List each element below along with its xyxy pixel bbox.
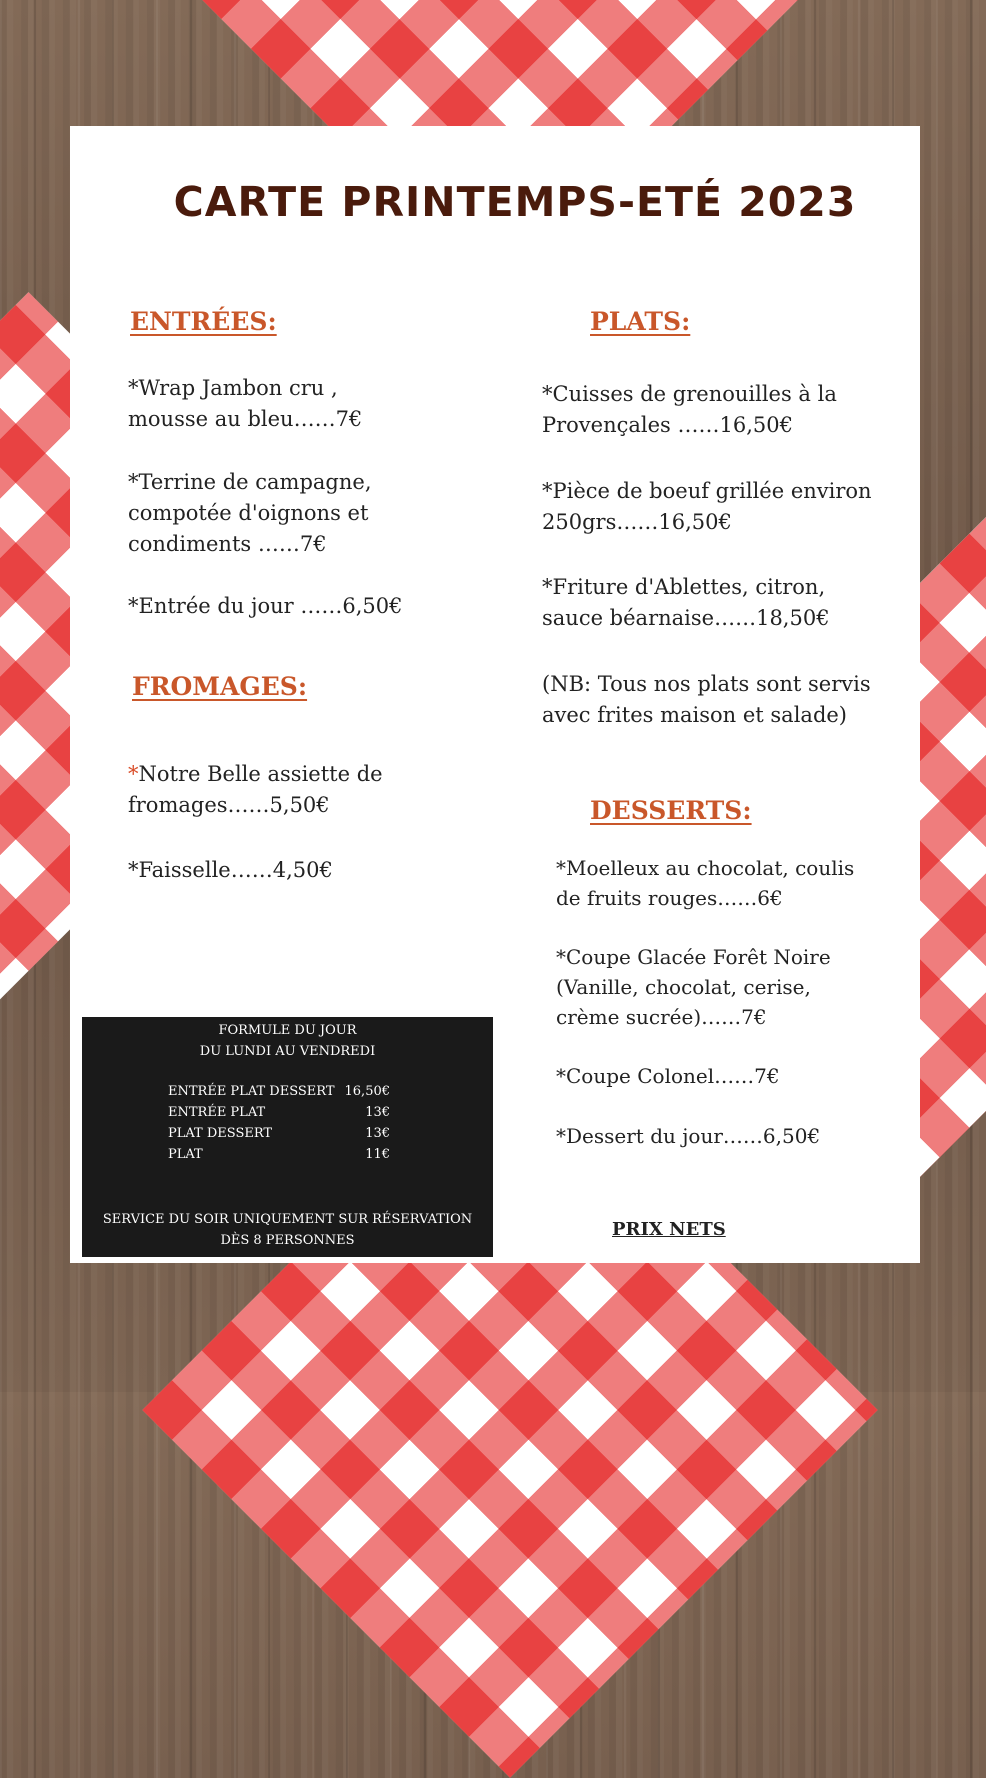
formule-footer: SERVICE DU SOIR UNIQUEMENT SUR RÉSERVATION DÈS 8 PERSONNES [102, 1212, 473, 1248]
desserts-heading: DESSERTS: [590, 796, 752, 825]
menu-title: CARTE PRINTEMPS-ETÉ 2023 [173, 178, 857, 226]
formule-title: FORMULE DU JOUR DU LUNDI AU VENDREDI [199, 1023, 376, 1059]
menu-card [70, 126, 920, 1263]
entrees-heading: ENTRÉES: [130, 307, 277, 336]
dessert-item-colonel: *Coupe Colonel……7€ [556, 1064, 780, 1088]
plat-item-grenouilles: *Cuisses de grenouilles à la Provençales ……16,50€ [542, 382, 837, 437]
entree-item-wrap: *Wrap Jambon cru , mousse au bleu……7€ [128, 376, 363, 431]
formule-row: PLAT 11€ [168, 1147, 391, 1162]
plat-item-ablettes: *Friture d'Ablettes, citron, sauce béarnaise……18,50€ [542, 575, 830, 630]
plats-heading: PLATS: [590, 307, 691, 336]
fromage-item-assiette: *Notre Belle assiette de fromages……5,50€ [128, 762, 383, 817]
fromages-heading: FROMAGES: [132, 672, 308, 701]
plats-note: (NB: Tous nos plats sont servis avec frites maison et salade) [542, 672, 871, 727]
formule-row: ENTRÉE PLAT DESSERT 16,50€ [168, 1084, 391, 1099]
formule-price-table [168, 1081, 390, 1165]
prix-nets-label: PRIX NETS [612, 1219, 726, 1240]
formule-row: PLAT DESSERT 13€ [168, 1126, 391, 1141]
entree-item-jour: *Entrée du jour ……6,50€ [128, 594, 403, 618]
formule-row: ENTRÉE PLAT 13€ [168, 1105, 391, 1120]
plat-item-boeuf: *Pièce de boeuf grillée environ 250grs……16,50€ [542, 479, 872, 534]
dessert-item-moelleux: *Moelleux au chocolat, coulis de fruits rouges……6€ [556, 856, 855, 910]
formule-du-jour-box [82, 1017, 493, 1257]
entree-item-terrine: *Terrine de campagne, compotée d'oignons et condiments ……7€ [128, 470, 372, 556]
dessert-item-foret-noire: *Coupe Glacée Forêt Noire (Vanille, chocolat, cerise, crème sucrée)……7€ [556, 945, 831, 1029]
dessert-item-jour: *Dessert du jour……6,50€ [556, 1124, 821, 1148]
fromage-item-faisselle: *Faisselle……4,50€ [128, 858, 333, 882]
